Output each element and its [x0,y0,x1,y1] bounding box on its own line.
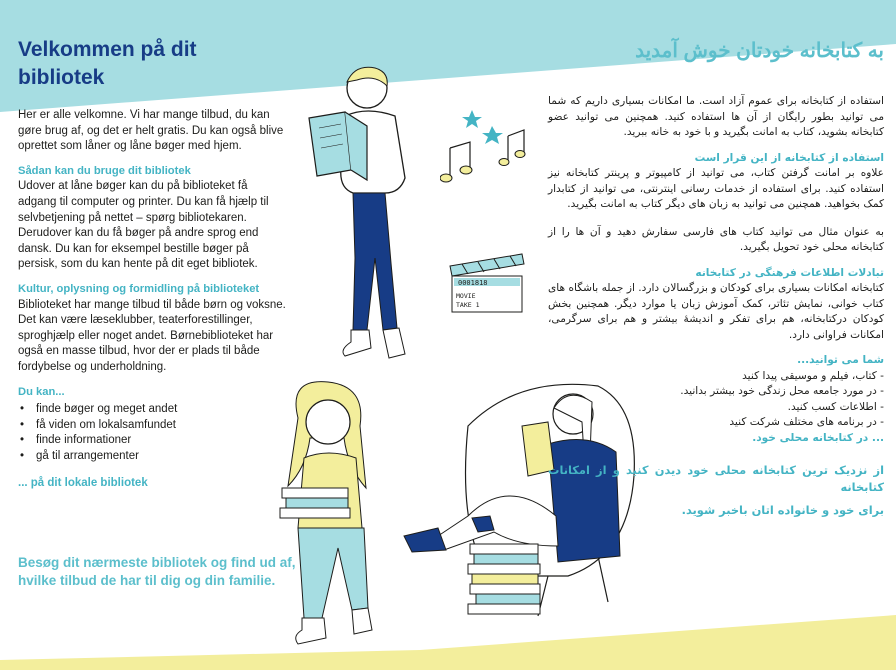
persian-title: به کتابخانه خودتان خوش آمدید [635,40,884,62]
page-title: Velkommen på dit bibliotek [18,38,197,89]
clapper-text: MOVIE [456,292,476,300]
persian-call-to-action-1: از نزدیک ترین کتابخانه محلی خود دیدن کنید و از امکانات کتابخانه [548,463,884,494]
danish-heading-you-can: Du kan... [18,385,65,398]
danish-call-to-action: Besøg dit nærmeste bibliotek og find ud af, hvilke tilbud de har til dig og din familie. [18,555,296,588]
persian-text-column [548,94,884,519]
list-item: • gå til arrangementer [32,449,288,465]
list-item: • finde bøger og meget andet [32,402,288,418]
danish-heading-usage: Sådan kan du bruge dit bibliotek [18,164,191,177]
persian-intro: استفاده از کتابخانه برای عموم آزاد است. ما امکانات بسیاری داریم که شما می توانید بطور رایگان از آن ها استفاده کنید. همچنین می توانید عضو کتابخانه بشوید، کتاب به امانت بگیرید و با خود به خانه ببرید. [548,95,884,138]
persian-usage-body: علاوه بر امانت گرفتن کتاب، می توانید از کامپیوتر و پرینتر کتابخانه نیز استفاده کنید. برای استفاده از خدمات رسانی اینترنتی، می توانید از کتابدار کمک بخواهید. همچنین می توانید به زبان های دیگر کتاب به امانت بگیرید. [548,167,884,210]
danish-intro: Her er alle velkomne. Vi har mange tilbud, du kan gøre brug af, og det er helt gratis. Du kan også blive oprettet som låner og låne bøger med hjem. [18,109,284,153]
movie-clapperboard-icon [448,252,528,314]
persian-heading-you-can: شما می توانید... [797,354,884,366]
danish-heading-culture: Kultur, oplysning og formidling på biblioteket [18,282,260,295]
persian-local-library-line: ... در کتابخانه محلی خود. [752,431,884,444]
clapper-take: TAKE 1 [456,301,480,309]
list-item: - کتاب، فیلم و موسیقی پیدا کنید [742,369,884,382]
persian-you-can-list [548,369,884,431]
list-item: • få viden om lokalsamfundet [32,418,288,434]
persian-culture-body: کتابخانه امکانات بسیاری برای کودکان و بزرگسالان دارد. از جمله باشگاه های کتاب خوانی، نمایش تئاتر، کمک آموزش زبان یا موارد دیگر. همچنین بخش کودکان درکتابخانه، هم برای تفکر و اندیشهٔ بیشتر و هم برای سرگرمی، امکانات فراوانی دارد. [548,282,884,341]
danish-culture-body: Biblioteket har mange tilbud til både børn og voksne. Det kan være læseklubber, teaterforestillinger, sproghjælp eller noget andet. Børnebiblioteket har også en masse tilbud, hvor der er plads til både fordybelse og underholdning. [18,298,286,373]
list-item: - در مورد جامعه محل زندگی خود بیشتر بدانید. [680,385,884,397]
persian-heading-culture: تبادلات اطلاعات فرهنگی در کتابخانه [695,266,884,279]
list-item: • finde informationer [32,433,288,449]
danish-local-library-line: ... på dit lokale bibliotek [18,477,148,490]
danish-usage-body: Udover at låne bøger kan du på biblioteket få adgang til computer og printer. Du kan få hjælp til selvbetjening på nettet – spørg bibliotekaren. Derudover kan du få bøger på andre sprog end dansk. Du kan for eksempel bestille bøger på persisk, som du kan hente på dit eget bibliotek. [18,180,269,271]
danish-you-can-list [18,402,288,464]
list-item: - در برنامه های مختلف شرکت کنید [729,416,884,428]
persian-heading-usage: استفاده از کتابخانه از این قرار است [694,151,884,164]
girl-with-books-illustration [268,378,398,648]
star-icon [462,110,482,128]
persian-usage-body-2: به عنوان مثال می توانید کتاب های فارسی سفارش دهید و آن ها را از کتابخانه محلی خود تحویل بگیرید. [548,225,884,253]
persian-call-to-action-2: برای خود و خانواده اتان باخبر شوید. [681,503,884,517]
music-notes-icon [440,108,530,188]
boy-reading-illustration [305,58,425,368]
clapper-digits: 0001818 [458,279,488,287]
list-item: - اطلاعات کسب کنید. [787,400,884,413]
danish-text-column [18,108,288,492]
